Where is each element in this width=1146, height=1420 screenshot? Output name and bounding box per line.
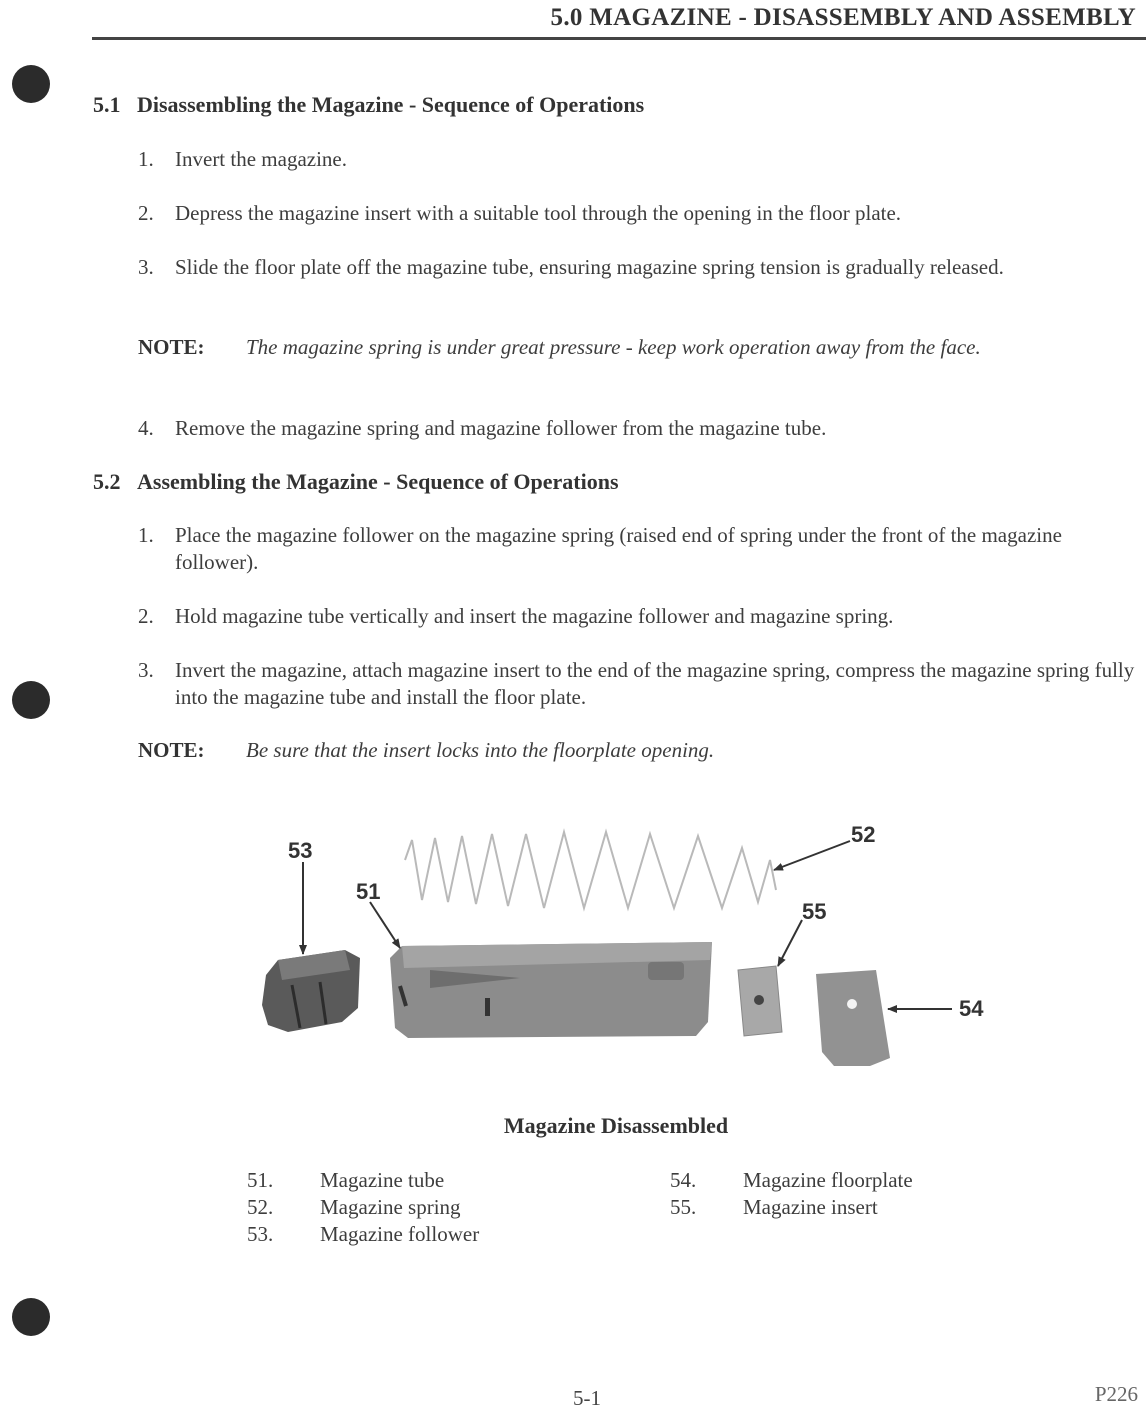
section-number: 5.2 [93,469,121,494]
step-text: Invert the magazine. [175,147,347,171]
note-text: The magazine spring is under great pressure - keep work operation away from the face. [246,335,981,359]
step-text: Invert the magazine, attach magazine insert to the end of the magazine spring, compress the magazine spring fully into the magazine tube and install the floor plate. [175,658,1135,709]
parts-list-right [670,1167,1010,1221]
parts-list-item [670,1194,1010,1221]
part-label: Magazine tube [320,1168,445,1192]
figure-caption: Magazine Disassembled [503,1113,729,1138]
model-label: P226 [1094,1382,1138,1406]
parts-list-item [247,1194,587,1221]
disassembly-step-4 [138,415,1138,442]
disassembly-note [138,334,1138,361]
assembly-step-2 [138,603,1138,630]
callout-54: 54 [959,996,984,1021]
callout-53: 53 [288,838,313,863]
binder-hole-bottom [12,1298,50,1336]
binder-hole-middle [12,681,50,719]
section-title: Disassembling the Magazine - Sequence of Operations [137,92,645,117]
part-number: 55. [670,1195,697,1219]
part-label: Magazine follower [320,1222,480,1246]
disassembly-step-3 [138,254,1138,281]
step-text: Place the magazine follower on the magazine spring (raised end of spring under the front of the magazine follower). [175,523,1062,574]
section-number: 5.1 [93,92,121,117]
leader-line-55 [778,920,802,966]
assembly-note [138,737,1138,764]
callout-51: 51 [356,879,381,904]
section-heading-assembly [93,469,619,495]
step-number: 3. [138,658,154,682]
note-text: Be sure that the insert locks into the floorplate opening. [246,738,715,762]
step-text: Depress the magazine insert with a suitable tool through the opening in the floor plate. [175,201,902,225]
page-header-title: 5.0 MAGAZINE - DISASSEMBLY AND ASSEMBLY [550,4,1136,31]
part-number: 54. [670,1168,697,1192]
magazine-exploded-figure [230,800,1030,1090]
part-number: 51. [247,1168,274,1192]
part-label: Magazine spring [320,1195,461,1219]
parts-list-left [247,1167,587,1248]
step-text: Hold magazine tube vertically and insert the magazine follower and magazine spring. [175,604,894,628]
section-title: Assembling the Magazine - Sequence of Operations [137,469,619,494]
step-number: 2. [138,604,154,628]
disassembly-step-1 [138,146,1138,173]
part-number: 52. [247,1195,274,1219]
header-rule [92,37,1146,40]
disassembly-step-2 [138,200,1138,227]
part-label: Magazine floorplate [743,1168,913,1192]
leader-line-52 [774,841,850,870]
parts-list-item [670,1167,1010,1194]
callout-52: 52 [851,822,876,847]
step-number: 2. [138,201,154,225]
magazine-floorplate-part [816,970,890,1066]
assembly-step-3 [138,657,1138,711]
step-number: 3. [138,255,154,279]
magazine-spring-part [405,832,776,908]
part-label: Magazine insert [743,1195,878,1219]
parts-list-item [247,1167,587,1194]
step-number: 1. [138,523,154,547]
leader-line-51 [370,902,400,948]
assembly-step-1 [138,522,1138,576]
binder-hole-top [12,65,50,103]
callout-55: 55 [802,899,827,924]
magazine-tube-part [390,942,712,1038]
page-number: 5-1 [573,1386,601,1410]
note-label: NOTE: [138,335,205,359]
step-text: Remove the magazine spring and magazine follower from the magazine tube. [175,416,827,440]
step-number: 1. [138,147,154,171]
section-heading-disassembly [93,92,644,118]
magazine-follower-part [262,950,360,1032]
step-number: 4. [138,416,154,440]
part-number: 53. [247,1222,274,1246]
magazine-insert-part [738,966,782,1036]
parts-list-item [247,1221,587,1248]
step-text: Slide the floor plate off the magazine tube, ensuring magazine spring tension is gradually released. [175,255,1004,279]
note-label: NOTE: [138,738,205,762]
